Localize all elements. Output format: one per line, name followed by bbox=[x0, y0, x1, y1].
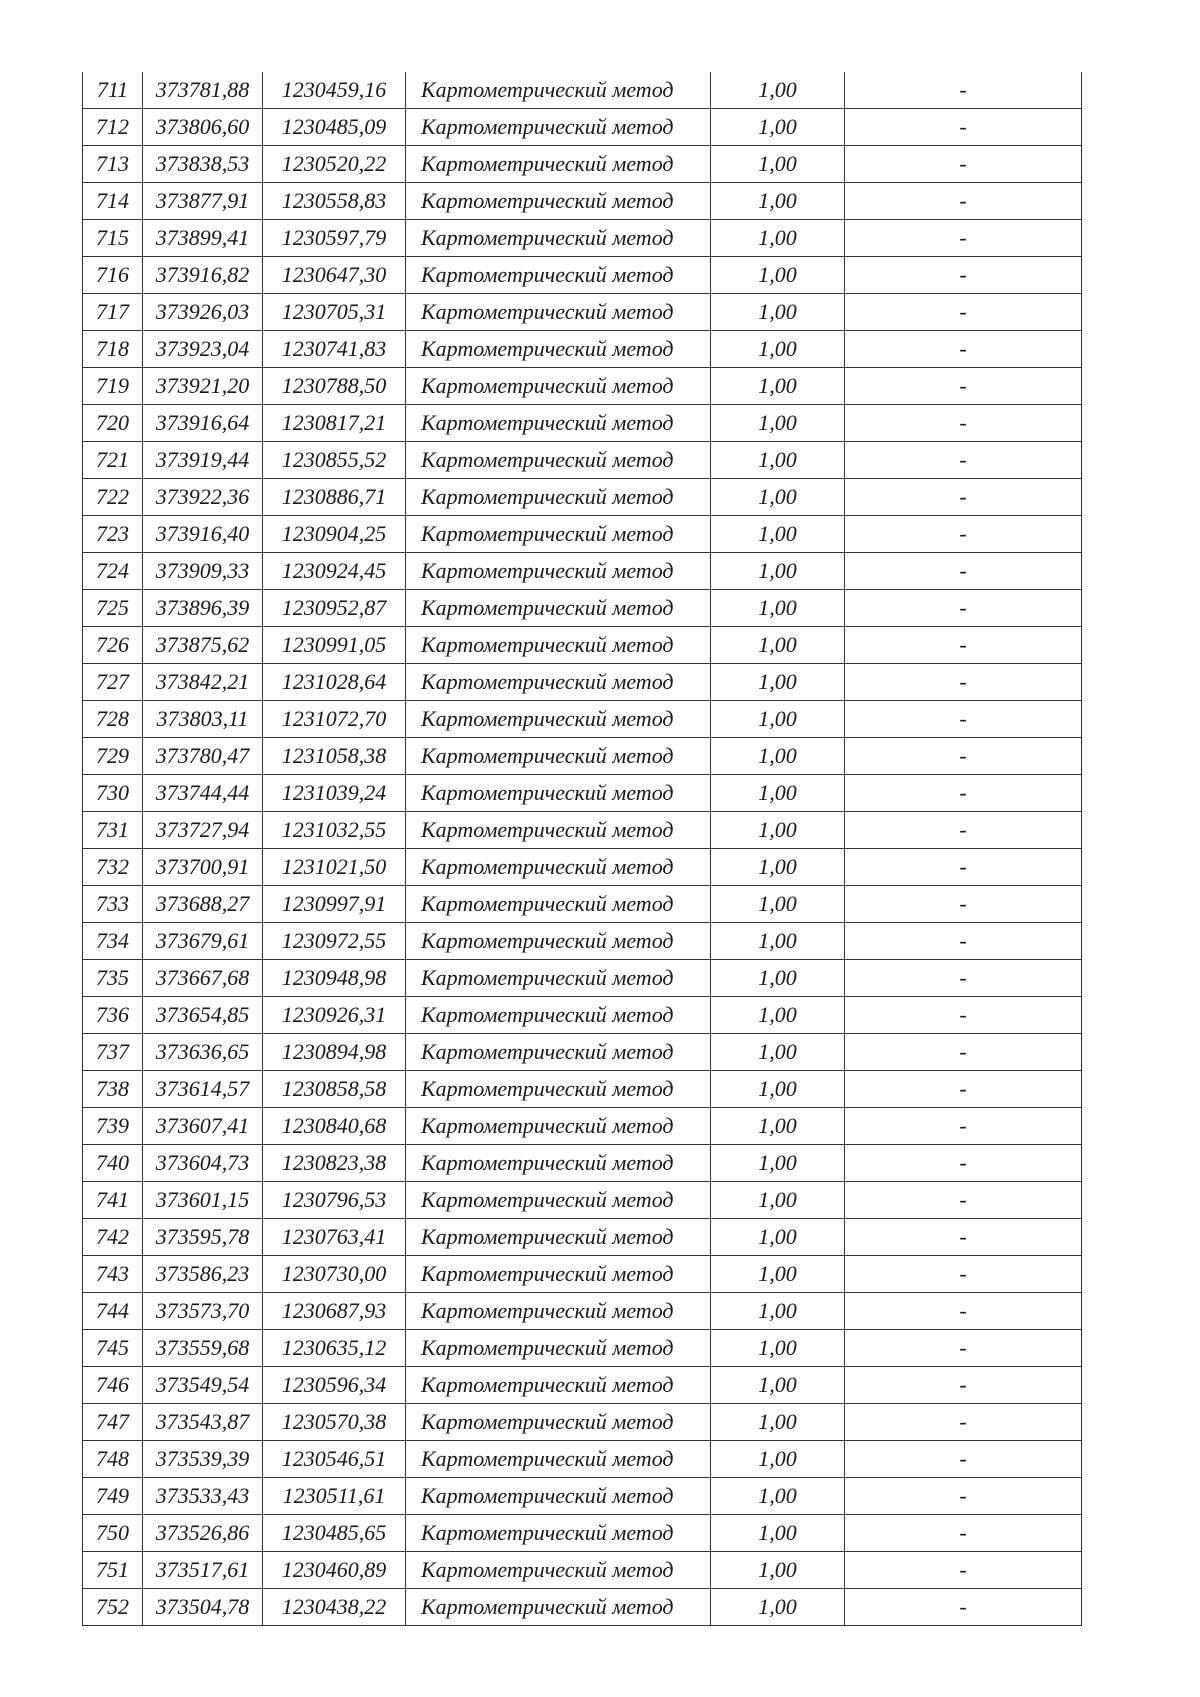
cell-y-coordinate: 1230763,41 bbox=[263, 1219, 406, 1256]
cell-y-coordinate: 1230635,12 bbox=[263, 1330, 406, 1367]
cell-point-number: 749 bbox=[83, 1478, 143, 1515]
table-row bbox=[83, 294, 1082, 331]
cell-x-coordinate: 373654,85 bbox=[143, 997, 263, 1034]
cell-accuracy: 1,00 bbox=[711, 775, 845, 812]
cell-method: Картометрический метод bbox=[406, 886, 711, 923]
cell-y-coordinate: 1230558,83 bbox=[263, 183, 406, 220]
cell-accuracy: 1,00 bbox=[711, 923, 845, 960]
cell-note: - bbox=[845, 1182, 1082, 1219]
cell-accuracy: 1,00 bbox=[711, 553, 845, 590]
cell-method: Картометрический метод bbox=[406, 960, 711, 997]
cell-x-coordinate: 373679,61 bbox=[143, 923, 263, 960]
table-row bbox=[83, 331, 1082, 368]
cell-x-coordinate: 373539,39 bbox=[143, 1441, 263, 1478]
cell-note: - bbox=[845, 960, 1082, 997]
cell-note: - bbox=[845, 1219, 1082, 1256]
cell-note: - bbox=[845, 1071, 1082, 1108]
cell-note: - bbox=[845, 1552, 1082, 1589]
cell-point-number: 737 bbox=[83, 1034, 143, 1071]
cell-y-coordinate: 1230991,05 bbox=[263, 627, 406, 664]
cell-method: Картометрический метод bbox=[406, 183, 711, 220]
cell-y-coordinate: 1230840,68 bbox=[263, 1108, 406, 1145]
cell-note: - bbox=[845, 516, 1082, 553]
cell-note: - bbox=[845, 479, 1082, 516]
table-row bbox=[83, 738, 1082, 775]
cell-x-coordinate: 373636,65 bbox=[143, 1034, 263, 1071]
cell-accuracy: 1,00 bbox=[711, 664, 845, 701]
table-row bbox=[83, 479, 1082, 516]
cell-point-number: 724 bbox=[83, 553, 143, 590]
cell-note: - bbox=[845, 997, 1082, 1034]
cell-accuracy: 1,00 bbox=[711, 72, 845, 109]
cell-point-number: 728 bbox=[83, 701, 143, 738]
cell-y-coordinate: 1230948,98 bbox=[263, 960, 406, 997]
cell-point-number: 717 bbox=[83, 294, 143, 331]
cell-method: Картометрический метод bbox=[406, 1034, 711, 1071]
cell-accuracy: 1,00 bbox=[711, 1330, 845, 1367]
cell-point-number: 714 bbox=[83, 183, 143, 220]
cell-x-coordinate: 373842,21 bbox=[143, 664, 263, 701]
cell-accuracy: 1,00 bbox=[711, 738, 845, 775]
cell-accuracy: 1,00 bbox=[711, 442, 845, 479]
cell-x-coordinate: 373688,27 bbox=[143, 886, 263, 923]
cell-note: - bbox=[845, 220, 1082, 257]
cell-accuracy: 1,00 bbox=[711, 257, 845, 294]
cell-point-number: 721 bbox=[83, 442, 143, 479]
cell-accuracy: 1,00 bbox=[711, 220, 845, 257]
cell-x-coordinate: 373607,41 bbox=[143, 1108, 263, 1145]
cell-x-coordinate: 373899,41 bbox=[143, 220, 263, 257]
cell-point-number: 729 bbox=[83, 738, 143, 775]
cell-x-coordinate: 373559,68 bbox=[143, 1330, 263, 1367]
table-row bbox=[83, 997, 1082, 1034]
cell-point-number: 735 bbox=[83, 960, 143, 997]
cell-x-coordinate: 373909,33 bbox=[143, 553, 263, 590]
cell-note: - bbox=[845, 1330, 1082, 1367]
cell-note: - bbox=[845, 1478, 1082, 1515]
cell-y-coordinate: 1230855,52 bbox=[263, 442, 406, 479]
cell-accuracy: 1,00 bbox=[711, 331, 845, 368]
cell-accuracy: 1,00 bbox=[711, 1293, 845, 1330]
coordinates-table-body bbox=[83, 72, 1082, 1626]
cell-point-number: 734 bbox=[83, 923, 143, 960]
cell-method: Картометрический метод bbox=[406, 405, 711, 442]
cell-note: - bbox=[845, 442, 1082, 479]
cell-x-coordinate: 373504,78 bbox=[143, 1589, 263, 1626]
cell-x-coordinate: 373517,61 bbox=[143, 1552, 263, 1589]
cell-point-number: 742 bbox=[83, 1219, 143, 1256]
table-row bbox=[83, 1145, 1082, 1182]
cell-accuracy: 1,00 bbox=[711, 1219, 845, 1256]
table-row bbox=[83, 516, 1082, 553]
cell-accuracy: 1,00 bbox=[711, 146, 845, 183]
cell-y-coordinate: 1230485,65 bbox=[263, 1515, 406, 1552]
cell-method: Картометрический метод bbox=[406, 627, 711, 664]
cell-point-number: 716 bbox=[83, 257, 143, 294]
cell-note: - bbox=[845, 1515, 1082, 1552]
cell-y-coordinate: 1230926,31 bbox=[263, 997, 406, 1034]
cell-point-number: 722 bbox=[83, 479, 143, 516]
cell-x-coordinate: 373614,57 bbox=[143, 1071, 263, 1108]
cell-note: - bbox=[845, 109, 1082, 146]
cell-x-coordinate: 373595,78 bbox=[143, 1219, 263, 1256]
table-row bbox=[83, 72, 1082, 109]
cell-accuracy: 1,00 bbox=[711, 109, 845, 146]
cell-accuracy: 1,00 bbox=[711, 1552, 845, 1589]
cell-y-coordinate: 1230823,38 bbox=[263, 1145, 406, 1182]
cell-method: Картометрический метод bbox=[406, 553, 711, 590]
cell-x-coordinate: 373916,64 bbox=[143, 405, 263, 442]
cell-accuracy: 1,00 bbox=[711, 479, 845, 516]
cell-method: Картометрический метод bbox=[406, 109, 711, 146]
cell-note: - bbox=[845, 405, 1082, 442]
cell-accuracy: 1,00 bbox=[711, 1108, 845, 1145]
cell-method: Картометрический метод bbox=[406, 331, 711, 368]
cell-y-coordinate: 1230647,30 bbox=[263, 257, 406, 294]
cell-method: Картометрический метод bbox=[406, 1108, 711, 1145]
table-row bbox=[83, 257, 1082, 294]
cell-x-coordinate: 373926,03 bbox=[143, 294, 263, 331]
cell-y-coordinate: 1231039,24 bbox=[263, 775, 406, 812]
cell-note: - bbox=[845, 701, 1082, 738]
table-row bbox=[83, 220, 1082, 257]
cell-point-number: 731 bbox=[83, 812, 143, 849]
cell-y-coordinate: 1230972,55 bbox=[263, 923, 406, 960]
cell-x-coordinate: 373838,53 bbox=[143, 146, 263, 183]
cell-method: Картометрический метод bbox=[406, 1589, 711, 1626]
cell-point-number: 748 bbox=[83, 1441, 143, 1478]
cell-method: Картометрический метод bbox=[406, 1256, 711, 1293]
cell-note: - bbox=[845, 738, 1082, 775]
cell-note: - bbox=[845, 923, 1082, 960]
cell-y-coordinate: 1231072,70 bbox=[263, 701, 406, 738]
cell-x-coordinate: 373803,11 bbox=[143, 701, 263, 738]
cell-method: Картометрический метод bbox=[406, 1330, 711, 1367]
cell-x-coordinate: 373916,40 bbox=[143, 516, 263, 553]
cell-y-coordinate: 1230904,25 bbox=[263, 516, 406, 553]
cell-method: Картометрический метод bbox=[406, 849, 711, 886]
table-row bbox=[83, 1293, 1082, 1330]
cell-method: Картометрический метод bbox=[406, 146, 711, 183]
table-row bbox=[83, 1182, 1082, 1219]
table-row bbox=[83, 923, 1082, 960]
cell-y-coordinate: 1230438,22 bbox=[263, 1589, 406, 1626]
cell-method: Картометрический метод bbox=[406, 479, 711, 516]
table-row bbox=[83, 590, 1082, 627]
cell-x-coordinate: 373919,44 bbox=[143, 442, 263, 479]
cell-y-coordinate: 1230687,93 bbox=[263, 1293, 406, 1330]
table-row bbox=[83, 368, 1082, 405]
cell-accuracy: 1,00 bbox=[711, 1515, 845, 1552]
cell-accuracy: 1,00 bbox=[711, 1182, 845, 1219]
table-row bbox=[83, 627, 1082, 664]
cell-point-number: 730 bbox=[83, 775, 143, 812]
cell-note: - bbox=[845, 1367, 1082, 1404]
cell-note: - bbox=[845, 1256, 1082, 1293]
cell-y-coordinate: 1230596,34 bbox=[263, 1367, 406, 1404]
cell-accuracy: 1,00 bbox=[711, 1367, 845, 1404]
cell-note: - bbox=[845, 294, 1082, 331]
cell-method: Картометрический метод bbox=[406, 1071, 711, 1108]
cell-x-coordinate: 373549,54 bbox=[143, 1367, 263, 1404]
cell-method: Картометрический метод bbox=[406, 590, 711, 627]
cell-method: Картометрический метод bbox=[406, 738, 711, 775]
cell-y-coordinate: 1230570,38 bbox=[263, 1404, 406, 1441]
cell-accuracy: 1,00 bbox=[711, 516, 845, 553]
cell-point-number: 740 bbox=[83, 1145, 143, 1182]
table-row bbox=[83, 886, 1082, 923]
cell-point-number: 744 bbox=[83, 1293, 143, 1330]
cell-x-coordinate: 373875,62 bbox=[143, 627, 263, 664]
cell-accuracy: 1,00 bbox=[711, 1071, 845, 1108]
cell-x-coordinate: 373922,36 bbox=[143, 479, 263, 516]
cell-accuracy: 1,00 bbox=[711, 1256, 845, 1293]
table-row bbox=[83, 1367, 1082, 1404]
cell-note: - bbox=[845, 775, 1082, 812]
cell-method: Картометрический метод bbox=[406, 812, 711, 849]
cell-y-coordinate: 1230886,71 bbox=[263, 479, 406, 516]
cell-accuracy: 1,00 bbox=[711, 1404, 845, 1441]
cell-accuracy: 1,00 bbox=[711, 183, 845, 220]
cell-method: Картометрический метод bbox=[406, 1145, 711, 1182]
cell-accuracy: 1,00 bbox=[711, 368, 845, 405]
cell-point-number: 745 bbox=[83, 1330, 143, 1367]
cell-point-number: 711 bbox=[83, 72, 143, 109]
cell-accuracy: 1,00 bbox=[711, 1441, 845, 1478]
cell-accuracy: 1,00 bbox=[711, 590, 845, 627]
cell-point-number: 750 bbox=[83, 1515, 143, 1552]
table-row bbox=[83, 405, 1082, 442]
cell-accuracy: 1,00 bbox=[711, 849, 845, 886]
cell-point-number: 736 bbox=[83, 997, 143, 1034]
cell-x-coordinate: 373896,39 bbox=[143, 590, 263, 627]
table-row bbox=[83, 1071, 1082, 1108]
cell-method: Картометрический метод bbox=[406, 516, 711, 553]
table-row bbox=[83, 109, 1082, 146]
cell-x-coordinate: 373921,20 bbox=[143, 368, 263, 405]
cell-accuracy: 1,00 bbox=[711, 960, 845, 997]
table-row bbox=[83, 1108, 1082, 1145]
cell-point-number: 725 bbox=[83, 590, 143, 627]
cell-x-coordinate: 373727,94 bbox=[143, 812, 263, 849]
cell-point-number: 746 bbox=[83, 1367, 143, 1404]
cell-point-number: 720 bbox=[83, 405, 143, 442]
cell-x-coordinate: 373923,04 bbox=[143, 331, 263, 368]
cell-note: - bbox=[845, 1034, 1082, 1071]
cell-y-coordinate: 1230997,91 bbox=[263, 886, 406, 923]
table-row bbox=[83, 1589, 1082, 1626]
cell-note: - bbox=[845, 1404, 1082, 1441]
cell-method: Картометрический метод bbox=[406, 701, 711, 738]
cell-y-coordinate: 1231032,55 bbox=[263, 812, 406, 849]
cell-y-coordinate: 1230858,58 bbox=[263, 1071, 406, 1108]
cell-y-coordinate: 1231021,50 bbox=[263, 849, 406, 886]
cell-x-coordinate: 373601,15 bbox=[143, 1182, 263, 1219]
cell-x-coordinate: 373877,91 bbox=[143, 183, 263, 220]
cell-y-coordinate: 1230520,22 bbox=[263, 146, 406, 183]
cell-x-coordinate: 373604,73 bbox=[143, 1145, 263, 1182]
cell-note: - bbox=[845, 183, 1082, 220]
cell-y-coordinate: 1230460,89 bbox=[263, 1552, 406, 1589]
cell-note: - bbox=[845, 849, 1082, 886]
cell-note: - bbox=[845, 627, 1082, 664]
cell-method: Картометрический метод bbox=[406, 1515, 711, 1552]
cell-point-number: 733 bbox=[83, 886, 143, 923]
cell-point-number: 712 bbox=[83, 109, 143, 146]
cell-y-coordinate: 1230952,87 bbox=[263, 590, 406, 627]
cell-accuracy: 1,00 bbox=[711, 701, 845, 738]
cell-note: - bbox=[845, 72, 1082, 109]
table-row bbox=[83, 146, 1082, 183]
cell-method: Картометрический метод bbox=[406, 442, 711, 479]
cell-method: Картометрический метод bbox=[406, 1219, 711, 1256]
cell-x-coordinate: 373700,91 bbox=[143, 849, 263, 886]
cell-point-number: 747 bbox=[83, 1404, 143, 1441]
cell-point-number: 719 bbox=[83, 368, 143, 405]
cell-method: Картометрический метод bbox=[406, 72, 711, 109]
table-row bbox=[83, 849, 1082, 886]
cell-y-coordinate: 1230741,83 bbox=[263, 331, 406, 368]
cell-point-number: 752 bbox=[83, 1589, 143, 1626]
cell-method: Картометрический метод bbox=[406, 923, 711, 960]
table-row bbox=[83, 664, 1082, 701]
cell-accuracy: 1,00 bbox=[711, 1145, 845, 1182]
cell-point-number: 713 bbox=[83, 146, 143, 183]
table-row bbox=[83, 775, 1082, 812]
cell-note: - bbox=[845, 1145, 1082, 1182]
cell-point-number: 741 bbox=[83, 1182, 143, 1219]
cell-y-coordinate: 1230817,21 bbox=[263, 405, 406, 442]
cell-y-coordinate: 1230546,51 bbox=[263, 1441, 406, 1478]
cell-method: Картометрический метод bbox=[406, 664, 711, 701]
cell-note: - bbox=[845, 886, 1082, 923]
table-row bbox=[83, 1441, 1082, 1478]
cell-x-coordinate: 373533,43 bbox=[143, 1478, 263, 1515]
cell-note: - bbox=[845, 1293, 1082, 1330]
cell-point-number: 715 bbox=[83, 220, 143, 257]
cell-y-coordinate: 1230796,53 bbox=[263, 1182, 406, 1219]
cell-note: - bbox=[845, 1108, 1082, 1145]
cell-y-coordinate: 1230705,31 bbox=[263, 294, 406, 331]
cell-y-coordinate: 1230597,79 bbox=[263, 220, 406, 257]
cell-point-number: 738 bbox=[83, 1071, 143, 1108]
cell-method: Картометрический метод bbox=[406, 1478, 711, 1515]
table-row bbox=[83, 1330, 1082, 1367]
cell-accuracy: 1,00 bbox=[711, 405, 845, 442]
cell-note: - bbox=[845, 553, 1082, 590]
cell-method: Картометрический метод bbox=[406, 1552, 711, 1589]
cell-point-number: 751 bbox=[83, 1552, 143, 1589]
cell-x-coordinate: 373667,68 bbox=[143, 960, 263, 997]
cell-y-coordinate: 1230459,16 bbox=[263, 72, 406, 109]
cell-method: Картометрический метод bbox=[406, 294, 711, 331]
table-row bbox=[83, 1219, 1082, 1256]
cell-accuracy: 1,00 bbox=[711, 294, 845, 331]
table-row bbox=[83, 183, 1082, 220]
cell-accuracy: 1,00 bbox=[711, 1589, 845, 1626]
cell-note: - bbox=[845, 664, 1082, 701]
cell-point-number: 727 bbox=[83, 664, 143, 701]
coordinates-table bbox=[82, 72, 1082, 1626]
table-row bbox=[83, 701, 1082, 738]
cell-point-number: 726 bbox=[83, 627, 143, 664]
cell-method: Картометрический метод bbox=[406, 220, 711, 257]
cell-x-coordinate: 373780,47 bbox=[143, 738, 263, 775]
cell-note: - bbox=[845, 1589, 1082, 1626]
cell-x-coordinate: 373806,60 bbox=[143, 109, 263, 146]
cell-point-number: 718 bbox=[83, 331, 143, 368]
cell-method: Картометрический метод bbox=[406, 1404, 711, 1441]
cell-x-coordinate: 373744,44 bbox=[143, 775, 263, 812]
cell-method: Картометрический метод bbox=[406, 1182, 711, 1219]
cell-y-coordinate: 1230511,61 bbox=[263, 1478, 406, 1515]
cell-method: Картометрический метод bbox=[406, 368, 711, 405]
cell-method: Картометрический метод bbox=[406, 1441, 711, 1478]
cell-method: Картометрический метод bbox=[406, 775, 711, 812]
cell-x-coordinate: 373543,87 bbox=[143, 1404, 263, 1441]
table-row bbox=[83, 1515, 1082, 1552]
cell-x-coordinate: 373586,23 bbox=[143, 1256, 263, 1293]
cell-accuracy: 1,00 bbox=[711, 627, 845, 664]
table-row bbox=[83, 1404, 1082, 1441]
table-row bbox=[83, 1256, 1082, 1293]
cell-method: Картометрический метод bbox=[406, 257, 711, 294]
cell-point-number: 732 bbox=[83, 849, 143, 886]
cell-note: - bbox=[845, 146, 1082, 183]
cell-y-coordinate: 1230894,98 bbox=[263, 1034, 406, 1071]
cell-y-coordinate: 1230730,00 bbox=[263, 1256, 406, 1293]
cell-note: - bbox=[845, 590, 1082, 627]
cell-note: - bbox=[845, 257, 1082, 294]
cell-y-coordinate: 1231028,64 bbox=[263, 664, 406, 701]
cell-x-coordinate: 373916,82 bbox=[143, 257, 263, 294]
cell-method: Картометрический метод bbox=[406, 1293, 711, 1330]
table-row bbox=[83, 442, 1082, 479]
cell-y-coordinate: 1231058,38 bbox=[263, 738, 406, 775]
cell-y-coordinate: 1230788,50 bbox=[263, 368, 406, 405]
cell-note: - bbox=[845, 812, 1082, 849]
cell-accuracy: 1,00 bbox=[711, 812, 845, 849]
table-row bbox=[83, 960, 1082, 997]
cell-x-coordinate: 373526,86 bbox=[143, 1515, 263, 1552]
cell-accuracy: 1,00 bbox=[711, 1034, 845, 1071]
cell-x-coordinate: 373573,70 bbox=[143, 1293, 263, 1330]
cell-point-number: 743 bbox=[83, 1256, 143, 1293]
cell-y-coordinate: 1230485,09 bbox=[263, 109, 406, 146]
cell-note: - bbox=[845, 368, 1082, 405]
cell-note: - bbox=[845, 1441, 1082, 1478]
cell-point-number: 739 bbox=[83, 1108, 143, 1145]
cell-accuracy: 1,00 bbox=[711, 886, 845, 923]
cell-x-coordinate: 373781,88 bbox=[143, 72, 263, 109]
cell-note: - bbox=[845, 331, 1082, 368]
cell-point-number: 723 bbox=[83, 516, 143, 553]
table-row bbox=[83, 1034, 1082, 1071]
cell-accuracy: 1,00 bbox=[711, 1478, 845, 1515]
table-row bbox=[83, 553, 1082, 590]
table-row bbox=[83, 1552, 1082, 1589]
table-row bbox=[83, 812, 1082, 849]
cell-method: Картометрический метод bbox=[406, 997, 711, 1034]
table-row bbox=[83, 1478, 1082, 1515]
cell-accuracy: 1,00 bbox=[711, 997, 845, 1034]
cell-method: Картометрический метод bbox=[406, 1367, 711, 1404]
cell-y-coordinate: 1230924,45 bbox=[263, 553, 406, 590]
